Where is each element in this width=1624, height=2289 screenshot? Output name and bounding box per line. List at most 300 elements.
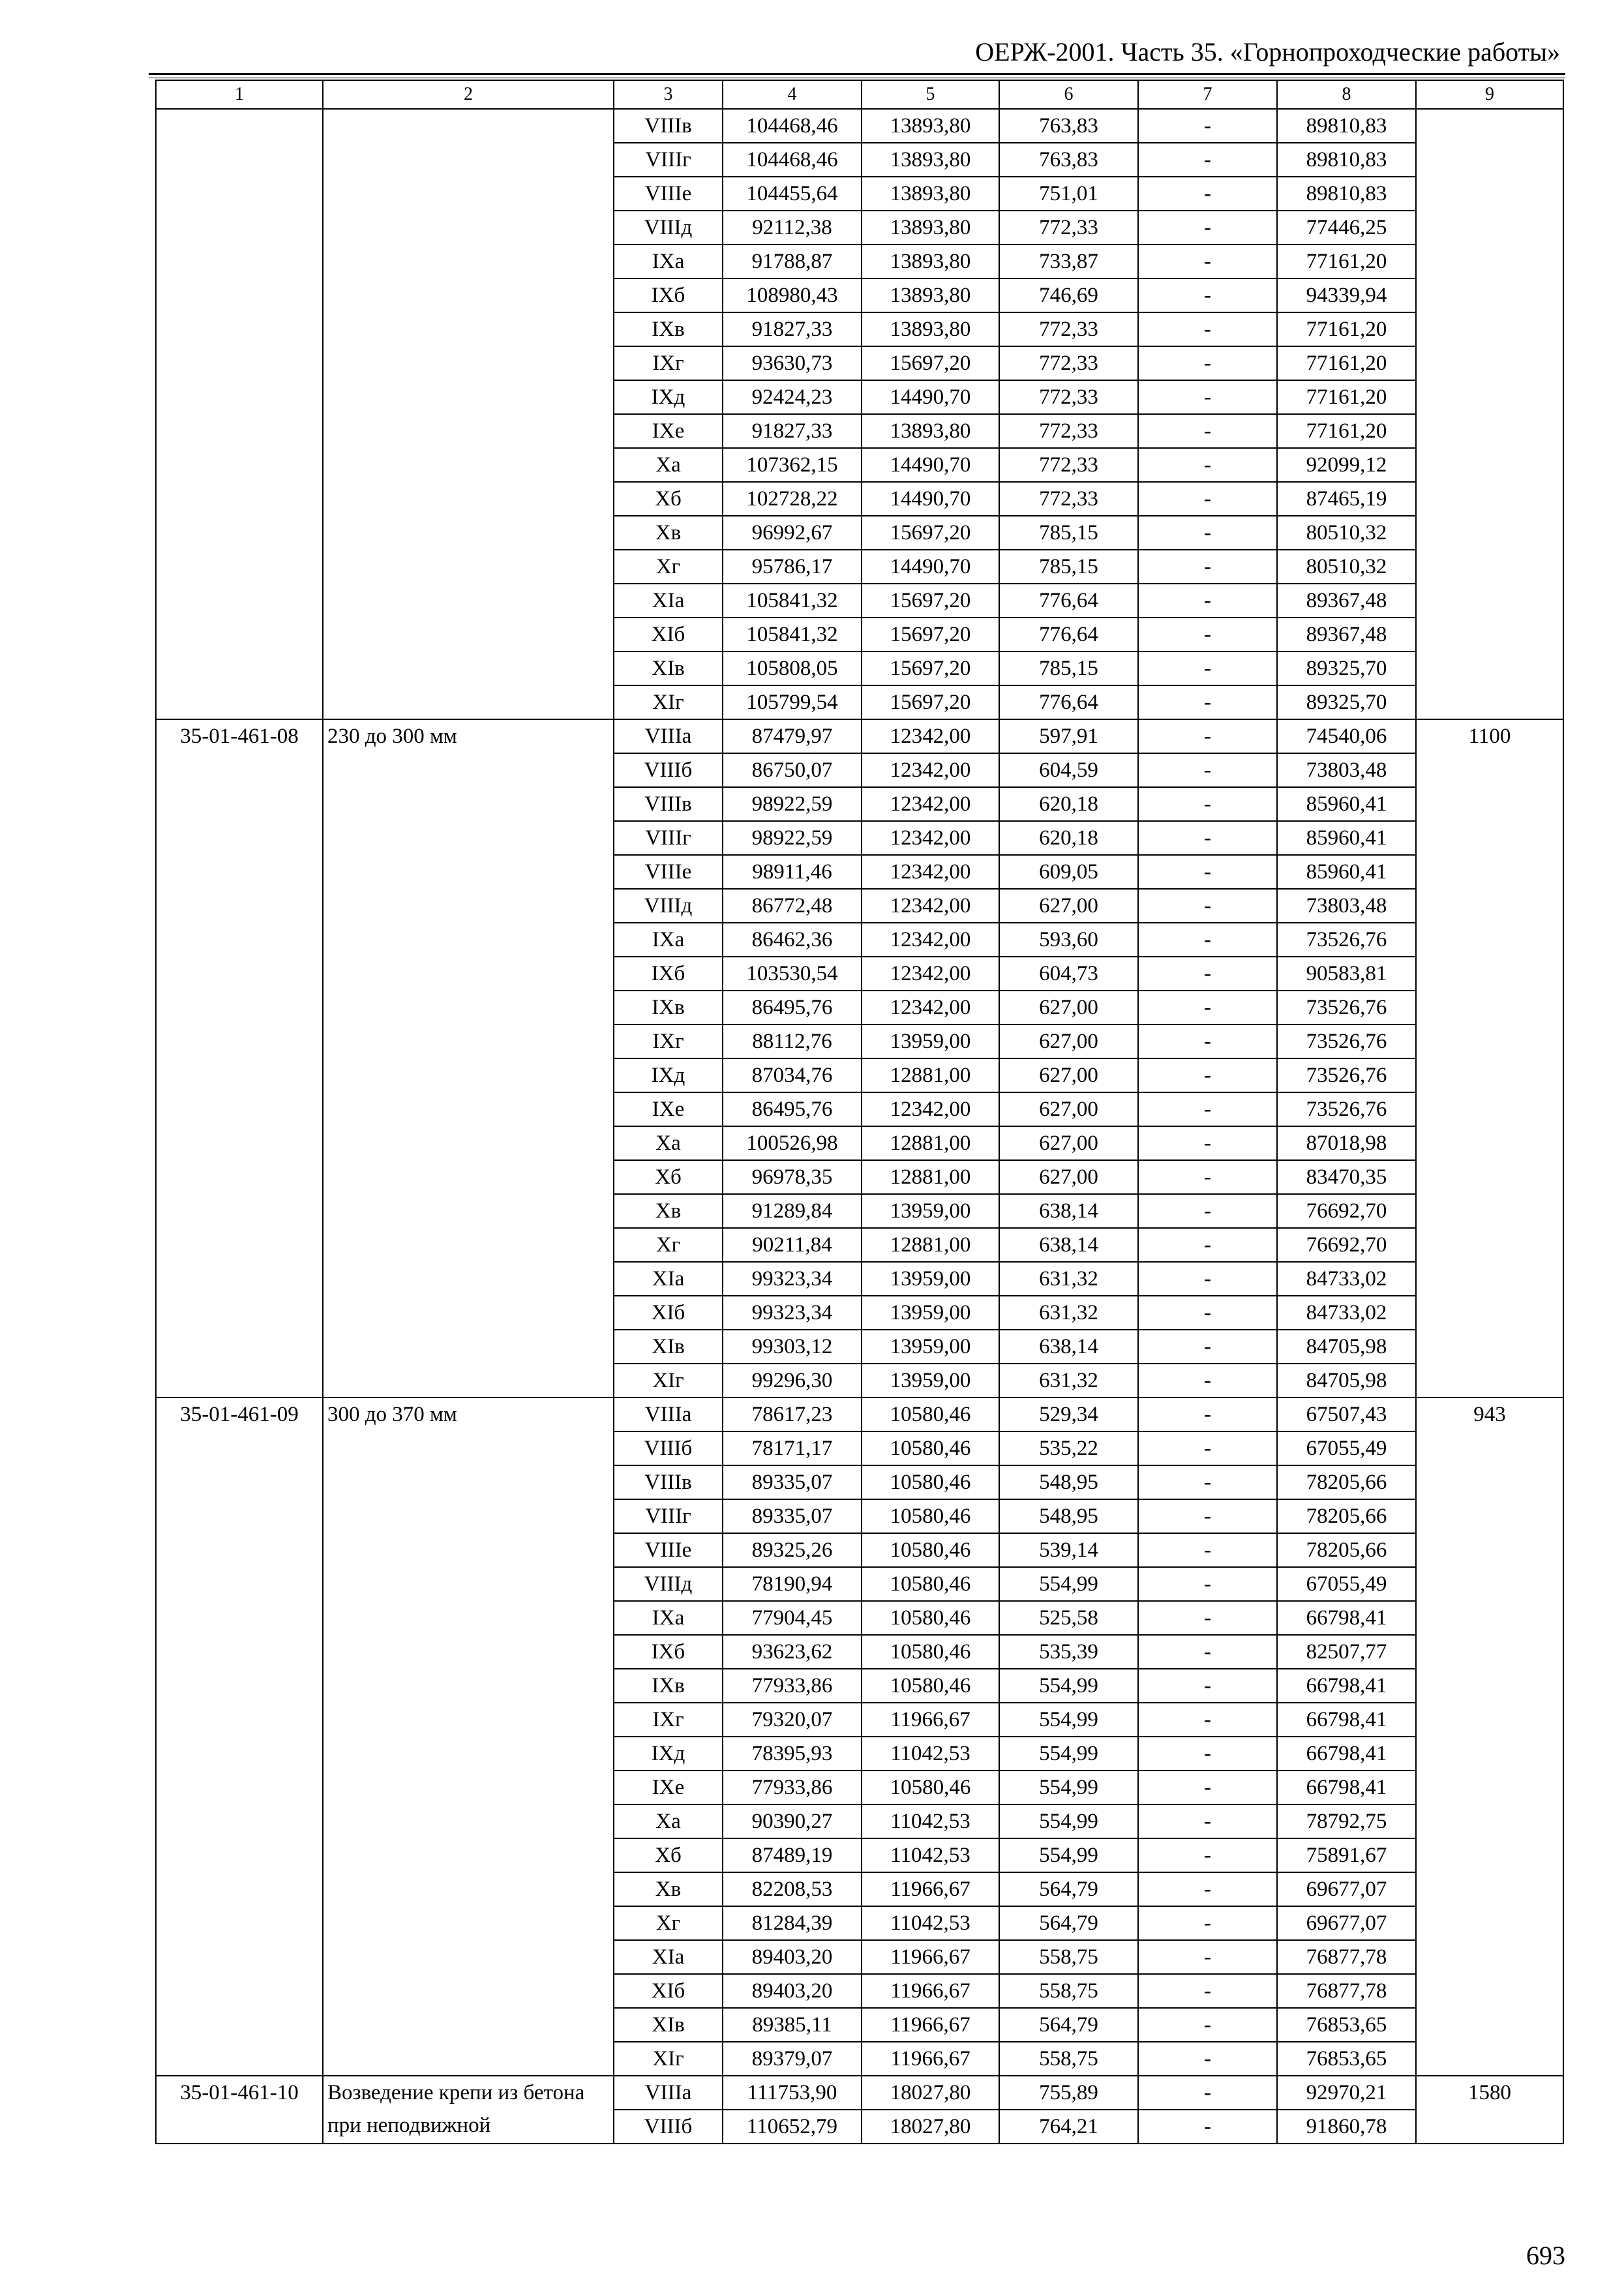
zone-code: IXа <box>614 245 723 278</box>
material-cost: 89810,83 <box>1277 143 1416 177</box>
labor-wages: 18027,80 <box>862 2110 999 2144</box>
page-header: ОЕРЖ-2001. Часть 35. «Горнопроходческие работы» <box>975 37 1560 67</box>
machine-cost: 772,33 <box>999 448 1138 482</box>
machinist-wages: - <box>1138 1872 1277 1906</box>
material-cost: 76853,65 <box>1277 2008 1416 2042</box>
total-cost: 90390,27 <box>723 1804 862 1838</box>
zone-code: XIа <box>614 584 723 618</box>
total-cost: 86495,76 <box>723 991 862 1025</box>
total-cost: 86495,76 <box>723 1092 862 1126</box>
machinist-wages: - <box>1138 1737 1277 1771</box>
zone-code: IXв <box>614 1669 723 1703</box>
material-cost: 80510,32 <box>1277 516 1416 550</box>
machinist-wages: - <box>1138 584 1277 618</box>
labor-wages: 10580,46 <box>862 1398 999 1431</box>
machinist-wages: - <box>1138 2042 1277 2076</box>
total-cost: 98922,59 <box>723 821 862 855</box>
zone-code: VIIIг <box>614 1499 723 1533</box>
labor-wages: 10580,46 <box>862 1635 999 1669</box>
zone-code: XIг <box>614 1364 723 1398</box>
machine-cost: 554,99 <box>999 1669 1138 1703</box>
total-cost: 104468,46 <box>723 143 862 177</box>
machine-cost: 772,33 <box>999 380 1138 414</box>
labor-hours: 1580 <box>1416 2076 1563 2144</box>
machinist-wages: - <box>1138 2110 1277 2144</box>
labor-wages: 15697,20 <box>862 346 999 380</box>
zone-code: XIв <box>614 651 723 685</box>
total-cost: 89379,07 <box>723 2042 862 2076</box>
zone-code: IXб <box>614 1635 723 1669</box>
machinist-wages: - <box>1138 889 1277 923</box>
machine-cost: 554,99 <box>999 1804 1138 1838</box>
machinist-wages: - <box>1138 1465 1277 1499</box>
machine-cost: 638,14 <box>999 1194 1138 1228</box>
labor-wages: 13893,80 <box>862 278 999 312</box>
labor-wages: 13893,80 <box>862 245 999 278</box>
labor-wages: 13893,80 <box>862 414 999 448</box>
column-number: 6 <box>999 80 1138 109</box>
total-cost: 86772,48 <box>723 889 862 923</box>
zone-code: Xв <box>614 516 723 550</box>
total-cost: 92424,23 <box>723 380 862 414</box>
machinist-wages: - <box>1138 346 1277 380</box>
material-cost: 78205,66 <box>1277 1465 1416 1499</box>
total-cost: 77904,45 <box>723 1601 862 1635</box>
zone-code: VIIIе <box>614 177 723 211</box>
labor-wages: 15697,20 <box>862 618 999 651</box>
labor-hours <box>1416 109 1563 719</box>
column-number: 8 <box>1277 80 1416 109</box>
zone-code: XIг <box>614 2042 723 2076</box>
labor-wages: 13959,00 <box>862 1262 999 1296</box>
machinist-wages: - <box>1138 1194 1277 1228</box>
machine-cost: 764,21 <box>999 2110 1138 2144</box>
labor-wages: 14490,70 <box>862 448 999 482</box>
labor-wages: 11966,67 <box>862 1974 999 2008</box>
material-cost: 77161,20 <box>1277 380 1416 414</box>
labor-wages: 12342,00 <box>862 787 999 821</box>
machinist-wages: - <box>1138 821 1277 855</box>
labor-wages: 10580,46 <box>862 1601 999 1635</box>
machine-cost: 627,00 <box>999 1025 1138 1058</box>
material-cost: 77161,20 <box>1277 414 1416 448</box>
zone-code: VIIIа <box>614 719 723 753</box>
machine-cost: 763,83 <box>999 143 1138 177</box>
machine-cost: 535,39 <box>999 1635 1138 1669</box>
zone-code: VIIIв <box>614 787 723 821</box>
machinist-wages: - <box>1138 1771 1277 1804</box>
total-cost: 102728,22 <box>723 482 862 516</box>
rate-code: 35-01-461-08 <box>156 719 323 1398</box>
machine-cost: 638,14 <box>999 1228 1138 1262</box>
machine-cost: 763,83 <box>999 109 1138 143</box>
total-cost: 99323,34 <box>723 1262 862 1296</box>
total-cost: 107362,15 <box>723 448 862 482</box>
material-cost: 66798,41 <box>1277 1771 1416 1804</box>
total-cost: 87479,97 <box>723 719 862 753</box>
material-cost: 67055,49 <box>1277 1431 1416 1465</box>
labor-wages: 11042,53 <box>862 1838 999 1872</box>
machine-cost: 627,00 <box>999 1058 1138 1092</box>
labor-wages: 13959,00 <box>862 1364 999 1398</box>
work-description: 230 до 300 мм <box>323 719 614 1398</box>
material-cost: 66798,41 <box>1277 1601 1416 1635</box>
material-cost: 83470,35 <box>1277 1160 1416 1194</box>
machine-cost: 539,14 <box>999 1533 1138 1567</box>
machinist-wages: - <box>1138 1296 1277 1330</box>
labor-wages: 13893,80 <box>862 177 999 211</box>
machine-cost: 604,73 <box>999 957 1138 991</box>
labor-wages: 10580,46 <box>862 1533 999 1567</box>
labor-wages: 11042,53 <box>862 1737 999 1771</box>
material-cost: 77161,20 <box>1277 312 1416 346</box>
material-cost: 69677,07 <box>1277 1906 1416 1940</box>
material-cost: 80510,32 <box>1277 550 1416 584</box>
rates-table <box>155 80 1564 2144</box>
total-cost: 78171,17 <box>723 1431 862 1465</box>
labor-wages: 13893,80 <box>862 211 999 245</box>
machinist-wages: - <box>1138 1974 1277 2008</box>
machine-cost: 746,69 <box>999 278 1138 312</box>
machinist-wages: - <box>1138 1262 1277 1296</box>
labor-wages: 11966,67 <box>862 1940 999 1974</box>
machinist-wages: - <box>1138 1160 1277 1194</box>
material-cost: 89325,70 <box>1277 685 1416 719</box>
labor-wages: 10580,46 <box>862 1499 999 1533</box>
zone-code: IXв <box>614 312 723 346</box>
material-cost: 78792,75 <box>1277 1804 1416 1838</box>
material-cost: 73803,48 <box>1277 753 1416 787</box>
total-cost: 92112,38 <box>723 211 862 245</box>
zone-code: IXе <box>614 1092 723 1126</box>
zone-code: VIIIв <box>614 109 723 143</box>
machine-cost: 631,32 <box>999 1364 1138 1398</box>
zone-code: VIIIг <box>614 143 723 177</box>
machinist-wages: - <box>1138 245 1277 278</box>
total-cost: 88112,76 <box>723 1025 862 1058</box>
total-cost: 103530,54 <box>723 957 862 991</box>
machine-cost: 554,99 <box>999 1703 1138 1737</box>
machine-cost: 785,15 <box>999 550 1138 584</box>
machine-cost: 558,75 <box>999 2042 1138 2076</box>
machine-cost: 631,32 <box>999 1296 1138 1330</box>
total-cost: 96978,35 <box>723 1160 862 1194</box>
machine-cost: 733,87 <box>999 245 1138 278</box>
zone-code: VIIIд <box>614 889 723 923</box>
machine-cost: 554,99 <box>999 1737 1138 1771</box>
machinist-wages: - <box>1138 211 1277 245</box>
machine-cost: 627,00 <box>999 1126 1138 1160</box>
material-cost: 66798,41 <box>1277 1703 1416 1737</box>
total-cost: 82208,53 <box>723 1872 862 1906</box>
labor-wages: 15697,20 <box>862 685 999 719</box>
total-cost: 91289,84 <box>723 1194 862 1228</box>
machinist-wages: - <box>1138 109 1277 143</box>
machinist-wages: - <box>1138 1092 1277 1126</box>
labor-wages: 12342,00 <box>862 753 999 787</box>
material-cost: 85960,41 <box>1277 787 1416 821</box>
labor-wages: 11966,67 <box>862 1872 999 1906</box>
total-cost: 91788,87 <box>723 245 862 278</box>
total-cost: 77933,86 <box>723 1669 862 1703</box>
table-row <box>156 109 1563 143</box>
zone-code: Xг <box>614 550 723 584</box>
machine-cost: 558,75 <box>999 1974 1138 2008</box>
zone-code: Xа <box>614 448 723 482</box>
labor-wages: 15697,20 <box>862 584 999 618</box>
material-cost: 89810,83 <box>1277 109 1416 143</box>
labor-wages: 15697,20 <box>862 651 999 685</box>
machine-cost: 751,01 <box>999 177 1138 211</box>
machinist-wages: - <box>1138 1228 1277 1262</box>
material-cost: 73526,76 <box>1277 1092 1416 1126</box>
machinist-wages: - <box>1138 1804 1277 1838</box>
rate-code: 35-01-461-09 <box>156 1398 323 2076</box>
machine-cost: 772,33 <box>999 312 1138 346</box>
total-cost: 100526,98 <box>723 1126 862 1160</box>
machinist-wages: - <box>1138 414 1277 448</box>
total-cost: 90211,84 <box>723 1228 862 1262</box>
zone-code: IXд <box>614 1737 723 1771</box>
labor-wages: 12342,00 <box>862 821 999 855</box>
column-number-row <box>156 80 1563 109</box>
labor-wages: 10580,46 <box>862 1771 999 1804</box>
machine-cost: 776,64 <box>999 618 1138 651</box>
machine-cost: 564,79 <box>999 2008 1138 2042</box>
total-cost: 91827,33 <box>723 312 862 346</box>
zone-code: Xв <box>614 1194 723 1228</box>
labor-wages: 12342,00 <box>862 991 999 1025</box>
material-cost: 74540,06 <box>1277 719 1416 753</box>
labor-wages: 13893,80 <box>862 109 999 143</box>
machinist-wages: - <box>1138 1669 1277 1703</box>
machine-cost: 755,89 <box>999 2076 1138 2110</box>
labor-wages: 11042,53 <box>862 1804 999 1838</box>
total-cost: 77933,86 <box>723 1771 862 1804</box>
material-cost: 73803,48 <box>1277 889 1416 923</box>
zone-code: Xа <box>614 1804 723 1838</box>
material-cost: 87465,19 <box>1277 482 1416 516</box>
machinist-wages: - <box>1138 1126 1277 1160</box>
total-cost: 87489,19 <box>723 1838 862 1872</box>
zone-code: VIIIб <box>614 753 723 787</box>
work-description: 300 до 370 мм <box>323 1398 614 2076</box>
labor-wages: 12342,00 <box>862 719 999 753</box>
total-cost: 81284,39 <box>723 1906 862 1940</box>
page-number: 693 <box>1526 2241 1565 2270</box>
labor-wages: 12342,00 <box>862 889 999 923</box>
work-description <box>323 109 614 719</box>
material-cost: 73526,76 <box>1277 1058 1416 1092</box>
labor-wages: 14490,70 <box>862 550 999 584</box>
zone-code: IXг <box>614 1703 723 1737</box>
machinist-wages: - <box>1138 380 1277 414</box>
machine-cost: 525,58 <box>999 1601 1138 1635</box>
machinist-wages: - <box>1138 1330 1277 1364</box>
zone-code: VIIIг <box>614 821 723 855</box>
machinist-wages: - <box>1138 448 1277 482</box>
material-cost: 91860,78 <box>1277 2110 1416 2144</box>
material-cost: 82507,77 <box>1277 1635 1416 1669</box>
zone-code: VIIIе <box>614 855 723 889</box>
machine-cost: 548,95 <box>999 1465 1138 1499</box>
total-cost: 78190,94 <box>723 1567 862 1601</box>
zone-code: XIа <box>614 1262 723 1296</box>
machine-cost: 554,99 <box>999 1838 1138 1872</box>
machine-cost: 554,99 <box>999 1567 1138 1601</box>
total-cost: 105799,54 <box>723 685 862 719</box>
labor-wages: 13893,80 <box>862 143 999 177</box>
machinist-wages: - <box>1138 1025 1277 1058</box>
zone-code: Xг <box>614 1906 723 1940</box>
zone-code: VIIIб <box>614 1431 723 1465</box>
material-cost: 77446,25 <box>1277 211 1416 245</box>
material-cost: 89810,83 <box>1277 177 1416 211</box>
material-cost: 78205,66 <box>1277 1533 1416 1567</box>
labor-wages: 11966,67 <box>862 2042 999 2076</box>
zone-code: Xг <box>614 1228 723 1262</box>
machine-cost: 631,32 <box>999 1262 1138 1296</box>
labor-wages: 12342,00 <box>862 923 999 957</box>
machine-cost: 772,33 <box>999 211 1138 245</box>
labor-wages: 12881,00 <box>862 1058 999 1092</box>
material-cost: 90583,81 <box>1277 957 1416 991</box>
material-cost: 67507,43 <box>1277 1398 1416 1431</box>
machine-cost: 558,75 <box>999 1940 1138 1974</box>
material-cost: 92099,12 <box>1277 448 1416 482</box>
zone-code: IXг <box>614 1025 723 1058</box>
total-cost: 89325,26 <box>723 1533 862 1567</box>
rate-code <box>156 109 323 719</box>
machine-cost: 776,64 <box>999 685 1138 719</box>
labor-wages: 12881,00 <box>862 1126 999 1160</box>
machine-cost: 627,00 <box>999 991 1138 1025</box>
total-cost: 93623,62 <box>723 1635 862 1669</box>
labor-wages: 13959,00 <box>862 1330 999 1364</box>
material-cost: 66798,41 <box>1277 1737 1416 1771</box>
zone-code: XIб <box>614 1296 723 1330</box>
machine-cost: 620,18 <box>999 821 1138 855</box>
material-cost: 76692,70 <box>1277 1228 1416 1262</box>
total-cost: 89385,11 <box>723 2008 862 2042</box>
machinist-wages: - <box>1138 1499 1277 1533</box>
machinist-wages: - <box>1138 1058 1277 1092</box>
labor-wages: 18027,80 <box>862 2076 999 2110</box>
labor-wages: 14490,70 <box>862 482 999 516</box>
machine-cost: 772,33 <box>999 346 1138 380</box>
total-cost: 86750,07 <box>723 753 862 787</box>
total-cost: 87034,76 <box>723 1058 862 1092</box>
labor-wages: 13959,00 <box>862 1025 999 1058</box>
material-cost: 84705,98 <box>1277 1330 1416 1364</box>
machine-cost: 620,18 <box>999 787 1138 821</box>
machine-cost: 604,59 <box>999 753 1138 787</box>
machinist-wages: - <box>1138 1940 1277 1974</box>
machine-cost: 776,64 <box>999 584 1138 618</box>
zone-code: XIв <box>614 1330 723 1364</box>
machinist-wages: - <box>1138 1398 1277 1431</box>
labor-wages: 11966,67 <box>862 1703 999 1737</box>
zone-code: VIIIд <box>614 1567 723 1601</box>
labor-wages: 12881,00 <box>862 1228 999 1262</box>
labor-wages: 13959,00 <box>862 1194 999 1228</box>
machinist-wages: - <box>1138 2076 1277 2110</box>
zone-code: VIIIа <box>614 2076 723 2110</box>
labor-wages: 11042,53 <box>862 1906 999 1940</box>
machinist-wages: - <box>1138 1601 1277 1635</box>
machinist-wages: - <box>1138 2008 1277 2042</box>
total-cost: 93630,73 <box>723 346 862 380</box>
material-cost: 73526,76 <box>1277 1025 1416 1058</box>
table-row <box>156 2076 1563 2110</box>
material-cost: 69677,07 <box>1277 1872 1416 1906</box>
labor-hours: 1100 <box>1416 719 1563 1398</box>
total-cost: 104468,46 <box>723 109 862 143</box>
machine-cost: 593,60 <box>999 923 1138 957</box>
zone-code: IXб <box>614 957 723 991</box>
material-cost: 92970,21 <box>1277 2076 1416 2110</box>
machinist-wages: - <box>1138 753 1277 787</box>
total-cost: 86462,36 <box>723 923 862 957</box>
rate-code: 35-01-461-10 <box>156 2076 323 2144</box>
total-cost: 89335,07 <box>723 1465 862 1499</box>
machine-cost: 548,95 <box>999 1499 1138 1533</box>
zone-code: VIIIа <box>614 1398 723 1431</box>
machine-cost: 772,33 <box>999 414 1138 448</box>
labor-wages: 12342,00 <box>862 957 999 991</box>
table-row <box>156 719 1563 753</box>
header-rule-thick <box>149 73 1565 75</box>
total-cost: 104455,64 <box>723 177 862 211</box>
zone-code: VIIIе <box>614 1533 723 1567</box>
machine-cost: 638,14 <box>999 1330 1138 1364</box>
machine-cost: 785,15 <box>999 651 1138 685</box>
material-cost: 78205,66 <box>1277 1499 1416 1533</box>
zone-code: IXб <box>614 278 723 312</box>
column-number: 4 <box>723 80 862 109</box>
column-number: 2 <box>323 80 614 109</box>
total-cost: 89335,07 <box>723 1499 862 1533</box>
material-cost: 76877,78 <box>1277 1974 1416 2008</box>
table-row <box>156 1398 1563 1431</box>
zone-code: Xб <box>614 1160 723 1194</box>
zone-code: XIб <box>614 618 723 651</box>
zone-code: IXа <box>614 923 723 957</box>
material-cost: 76853,65 <box>1277 2042 1416 2076</box>
material-cost: 73526,76 <box>1277 991 1416 1025</box>
machinist-wages: - <box>1138 1635 1277 1669</box>
material-cost: 89325,70 <box>1277 651 1416 685</box>
total-cost: 105808,05 <box>723 651 862 685</box>
machinist-wages: - <box>1138 651 1277 685</box>
labor-wages: 11966,67 <box>862 2008 999 2042</box>
total-cost: 105841,32 <box>723 584 862 618</box>
machinist-wages: - <box>1138 177 1277 211</box>
material-cost: 77161,20 <box>1277 346 1416 380</box>
material-cost: 76692,70 <box>1277 1194 1416 1228</box>
machinist-wages: - <box>1138 1703 1277 1737</box>
zone-code: IXа <box>614 1601 723 1635</box>
machinist-wages: - <box>1138 855 1277 889</box>
material-cost: 77161,20 <box>1277 245 1416 278</box>
zone-code: IXг <box>614 346 723 380</box>
machine-cost: 609,05 <box>999 855 1138 889</box>
labor-wages: 12342,00 <box>862 855 999 889</box>
material-cost: 75891,67 <box>1277 1838 1416 1872</box>
column-number: 9 <box>1416 80 1563 109</box>
machinist-wages: - <box>1138 278 1277 312</box>
machinist-wages: - <box>1138 1906 1277 1940</box>
